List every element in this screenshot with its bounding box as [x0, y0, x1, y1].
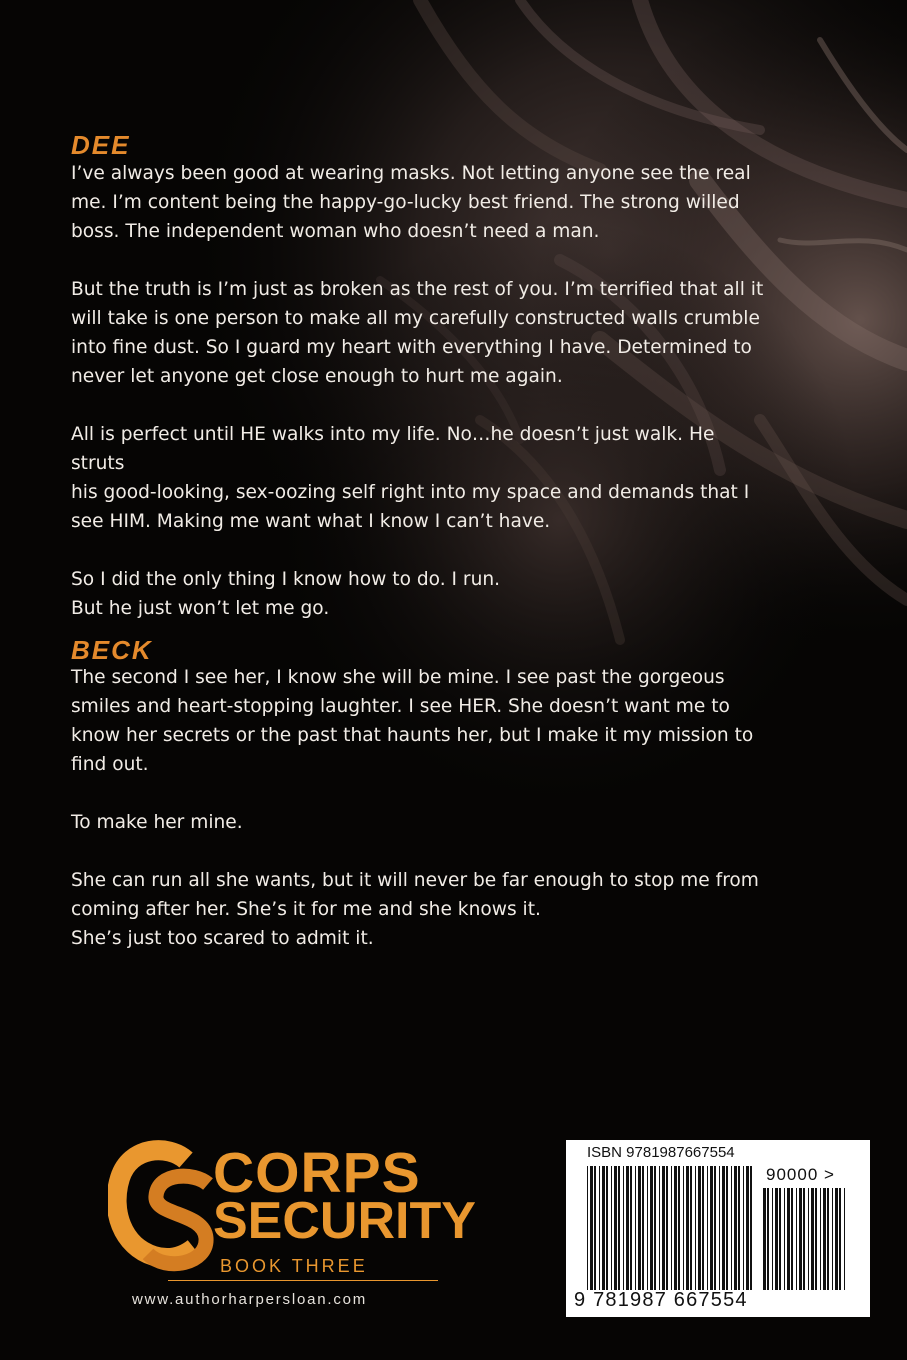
barcode-bar [746, 1166, 749, 1290]
barcode-bar [642, 1166, 644, 1290]
barcode-bar [772, 1188, 773, 1290]
barcode-bar [820, 1188, 821, 1290]
blurb-line: coming after her. She’s it for me and she knows it. [71, 899, 541, 920]
blurb-line: The second I see her, I know she will be mine. I see past the gorgeous [71, 667, 725, 688]
barcode-bar [719, 1166, 720, 1290]
barcode-bar [686, 1166, 689, 1290]
barcode-bar [763, 1188, 766, 1290]
blurb-line: never let anyone get close enough to hurt me again. [71, 366, 563, 387]
barcode-bar [611, 1166, 612, 1290]
barcode-bar [835, 1188, 838, 1290]
isbn-digits: 9 781987 667554 [574, 1289, 748, 1311]
barcode-bar [599, 1166, 600, 1290]
barcode-bar [726, 1166, 728, 1290]
blurb-line: smiles and heart-stopping laughter. I see HER. She doesn’t want me to [71, 696, 730, 717]
isbn-label: ISBN 9781987667554 [587, 1144, 735, 1161]
barcode-bar [618, 1166, 620, 1290]
barcode-bar [690, 1166, 692, 1290]
barcode-bar [630, 1166, 632, 1290]
barcode-bar [647, 1166, 648, 1290]
barcode-bar [779, 1188, 781, 1290]
author-website: www.authorharpersloan.com [132, 1291, 368, 1308]
barcode-bar [666, 1166, 668, 1290]
barcode-bar [638, 1166, 641, 1290]
barcode-bar [827, 1188, 829, 1290]
barcode-bar [743, 1166, 744, 1290]
barcode-bar [731, 1166, 732, 1290]
barcode-bar [750, 1166, 752, 1290]
logo-security-text: SECURITY [213, 1192, 476, 1250]
barcode-bar [767, 1188, 769, 1290]
barcode-bar [614, 1166, 617, 1290]
blurb-line: So I did the only thing I know how to do. I run. [71, 569, 501, 590]
barcode-bar [623, 1166, 624, 1290]
logo-corps-text: CORPS [213, 1141, 421, 1205]
barcode-bar [671, 1166, 672, 1290]
heading-beck: BECK [71, 635, 153, 665]
barcode-bar [654, 1166, 656, 1290]
barcode-bar [803, 1188, 805, 1290]
blurb-line: his good-looking, sex-oozing self right into my space and demands that I [71, 482, 750, 503]
barcode-bar [738, 1166, 740, 1290]
barcode-bar [702, 1166, 704, 1290]
barcode-bar [722, 1166, 725, 1290]
barcode-bar [635, 1166, 636, 1290]
barcode-bar [784, 1188, 785, 1290]
blurb-line: I’ve always been good at wearing masks. Not letting anyone see the real [71, 163, 751, 184]
blurb-line: into fine dust. So I guard my heart with everything I have. Determined to [71, 337, 752, 358]
blurb-line: But he just won’t let me go. [71, 598, 330, 619]
barcode-bar [799, 1188, 802, 1290]
logo-divider [168, 1280, 438, 1281]
barcode-bar [659, 1166, 660, 1290]
blurb-line: She can run all she wants, but it will never be far enough to stop me from [71, 870, 759, 891]
barcode-bar [587, 1166, 588, 1290]
barcode-bar [832, 1188, 833, 1290]
barcode-bar [710, 1166, 713, 1290]
blurb-line: She’s just too scared to admit it. [71, 928, 374, 949]
barcode-bar [650, 1166, 653, 1290]
barcode-bar [808, 1188, 809, 1290]
barcode-bar [787, 1188, 790, 1290]
barcode-bar [714, 1166, 716, 1290]
barcode-bar [674, 1166, 677, 1290]
barcode-bar [695, 1166, 696, 1290]
barcode-bar [678, 1166, 680, 1290]
barcode-bar [796, 1188, 797, 1290]
barcode-bar [791, 1188, 793, 1290]
cs-monogram-icon [108, 1138, 218, 1278]
series-logo [108, 1138, 476, 1318]
price-code: 90000 > [766, 1165, 835, 1184]
blurb-line: All is perfect until HE walks into my life. No…he doesn’t just walk. He struts [71, 424, 715, 474]
heading-dee: DEE [71, 130, 131, 160]
blurb-line: will take is one person to make all my carefully constructed walls crumble [71, 308, 760, 329]
barcode-bar [594, 1166, 596, 1290]
barcode-bar [815, 1188, 817, 1290]
barcode-bar [707, 1166, 708, 1290]
blurb-line: But the truth is I’m just as broken as the rest of you. I’m terrified that all it [71, 279, 764, 300]
barcode-bar [839, 1188, 841, 1290]
barcode-bar [698, 1166, 701, 1290]
barcode-bar [734, 1166, 737, 1290]
barcode-bar [823, 1188, 826, 1290]
barcode-bar [626, 1166, 629, 1290]
blurb-line: find out. [71, 754, 149, 775]
blurb-line: know her secrets or the past that haunts her, but I make it my mission to [71, 725, 754, 746]
series-book-number: BOOK THREE [220, 1256, 368, 1276]
barcode-bar [662, 1166, 665, 1290]
barcode-bar [775, 1188, 778, 1290]
barcode-bar [602, 1166, 605, 1290]
blurb-line: me. I’m content being the happy-go-lucky best friend. The strong willed [71, 192, 740, 213]
blurb-line: see HIM. Making me want what I know I can’t have. [71, 511, 551, 532]
blurb-line: boss. The independent woman who doesn’t need a man. [71, 221, 600, 242]
barcode-bar [590, 1166, 593, 1290]
blurb-line: To make her mine. [71, 812, 243, 833]
barcode-bar [844, 1188, 845, 1290]
barcode-bar [811, 1188, 814, 1290]
barcode-bar [606, 1166, 608, 1290]
blurb [71, 128, 771, 953]
barcode-bar [683, 1166, 684, 1290]
isbn-barcode [566, 1140, 870, 1317]
